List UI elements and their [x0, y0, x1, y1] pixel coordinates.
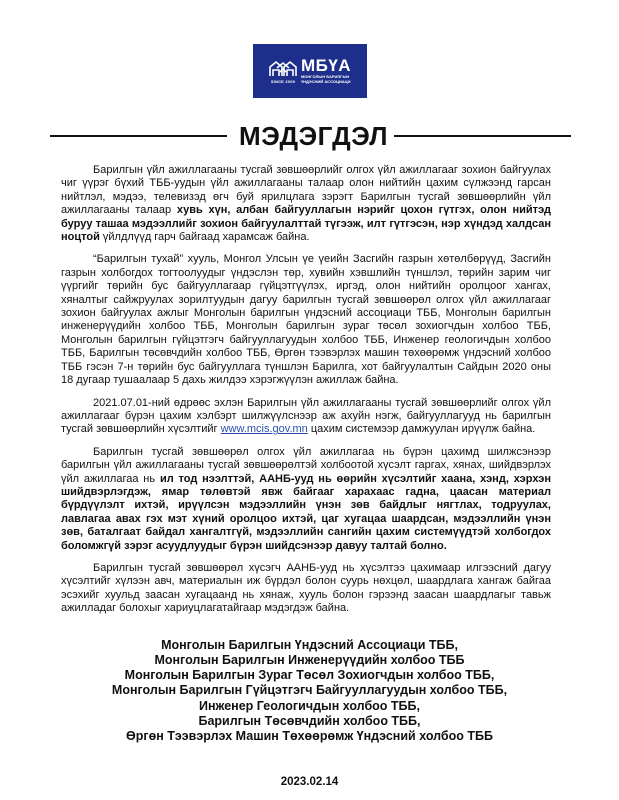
page-title: МЭДЭГДЭЛ	[239, 121, 388, 151]
houses-logo-icon	[268, 58, 298, 78]
logo-since-text: SINCE 2009	[270, 79, 296, 84]
logo-brand: МБҮА	[300, 56, 352, 75]
paragraph-bold-text: хувь хүн, албан байгууллагын нэрийг цохон гүтгэх, олон нийтэд буруу ташаа мэдээллийг зохион байгуулалттай түгээж, илт гүтгэсэн, нэр хүндэд халдсан ноцтой	[61, 204, 551, 244]
paragraph-text: Барилгын үйл ажиллагааны тусгай зөвшөөрлийг олгох үйл ажиллагааг зохион байгуулах чиг үүрэг бүхий ТББ-уудын үйл ажиллагааны талаар олон нийтийн цахим сүлжээнд гарсан нийтлэл, мэдээ, телевизэд өгч буй ярилцлага зэрэгт Барилгын тусгай зөвшөөрлийн үйл ажиллагааны талаар	[61, 164, 551, 217]
mcis-link[interactable]: www.mcis.gov.mn	[220, 423, 308, 436]
signatory: Монголын Барилгын Зураг Төсөл Зохиогчдын холбоо ТББ,	[124, 668, 495, 683]
paragraph-text: 2021.07.01-ний өдрөөс эхлэн Барилгын үйл ажиллагааны тусгай зөвшөөрлийг олгох үйл ажиллагааг бүрэн цахим хэлбэрт шилжүүлснээр аж ахуйн нэгж, байгууллагууд нь барилгын тусгай зөвшөөрлийн хүсэлтийг	[61, 396, 551, 436]
paragraph	[61, 562, 551, 616]
title-divider-right	[394, 135, 571, 137]
paragraph-text: Барилгын тусгай зөвшөөрөл олгох үйл ажиллагаа нь бүрэн цахимд шилжсэнээр барилгын үйл ажиллагааны тусгай зөвшөөрөлтэй холбоотой хүсэлт гаргах, хянах, шийдвэрлэх үйл ажиллагаа нь	[61, 445, 551, 485]
paragraph	[61, 253, 551, 387]
signatories-block	[40, 638, 580, 745]
paragraph	[61, 164, 551, 244]
signatory: Монголын Барилгын Гүйцэтгэгч Байгууллагуудын холбоо ТББ,	[111, 683, 508, 698]
signatory: Монголын Барилгын Үндэсний Ассоциаци ТББ,	[161, 637, 458, 652]
signatory: Барилгын Төсөвчдийн холбоо ТББ,	[198, 714, 421, 729]
paragraph	[61, 446, 551, 553]
paragraph-text: Барилгын тусгай зөвшөөрөл хүсэгч ААНБ-ууд нь хүсэлтээ цахимаар илгээсний дагуу хүсэлтийг хүлээн авч, материалын иж бүрдэл болон суурь нөхцөл, шаардлага хангаж байгаа эсэхийг хуульд заасан хугацаанд нь хянаж, хууль болон гэрээнд заасан шаардлагыг тавьж ажилладаг болохыг хариуцлагатайгаар мэдэгдэж байна.	[61, 561, 551, 615]
document-date: 2023.02.14	[280, 775, 339, 788]
signatory: Өргөн Тээвэрлэх Машин Төхөөрөмж Үндэсний холбоо ТББ	[126, 729, 493, 744]
paragraph-text: үйлдлүүд гарч байгаад харамсаж байна.	[99, 231, 310, 244]
signatory: Монголын Барилгын Инженерүүдийн холбоо ТББ	[154, 652, 465, 667]
paragraph-text: цахим системээр дамжуулан ирүүлж байна.	[307, 423, 536, 436]
logo-subtitle-1: МОНГОЛЫН БАРИЛГЫН	[300, 74, 350, 79]
paragraph-text: “Барилгын тухай” хууль, Монгол Улсын үе үеийн Засгийн газрын хөтөлбөрүүд, Засгийн газрын холбогдох тогтоолуудыг үндэслэн төр, хувийн хэвшлийн түншлэл, төрийн зарим чиг үүргийг төрийн бус байгууллагаар гүйцэтгүүлэх, иргэд, олон нийтийн оролцоог хангах, хяналтыг сайжруулах зорилтуудын дагуу барилгын тусгай зөвшөөрөл олгох үйл ажиллагааг зохион байгуулах ажлыг Монголын барилгын үндэсний ассоциаци ТББ, Монголын барилгын инженерүүдийн холбоо ТББ, Монголын барилгын зураг төсөл зохиогчдын холбоо ТББ, Монголын барилгын гүйцэтгэгч байгууллагуудын холбоо ТББ, Инженер геологичдын холбоо ТББ, Барилгын төсөвчдийн холбоо ТББ, Өргөн тээвэрлэх машин төхөөрөмж үндэсний холбоо ТББ гэсэн 7-н төрийн бус байгууллага түншлэн Барилга, хот байгуулалтын Сайдын 2020 оны 18 дугаар тушаалаар 5 дахь жилдээ хэрэгжүүлэн ажиллаж байна.	[61, 253, 551, 387]
paragraph	[61, 397, 551, 437]
title-row	[50, 116, 571, 156]
title-divider-left	[50, 135, 227, 137]
paragraph-bold-text: ил тод нээлттэй, ААНБ-ууд нь өөрийн хүсэлтийг хаана, хэнд, хэрхэн шийдвэрлэгдэж, ямар төлөвтэй явж байгааг харахаас гадна, цаасан материал бүрдүүлэлт ихтэй, ирүүлсэн мэдээллийн үнэн зөв байдлыг нягтлах, тодруулах, лавлагаа авах гэх мэт хүний оролцоо ихтэй, цаг хугацаа шаардсан, мэдээллийн үнэн зөв, баталгаат байдал хангалтгүй, мэдээллийн сангийн цахим системүүдтэй холбогдох боломжгүй зэрэг асуудлуудыг бүрэн шийдсэнээр давуу талтай болно.	[61, 472, 552, 552]
signatory: Инженер Геологичдын холбоо ТББ,	[199, 698, 420, 713]
logo-subtitle-2: ҮНДЭСНИЙ АССОЦИАЦИ	[300, 79, 351, 84]
document-body	[61, 164, 551, 616]
mbua-logo	[253, 44, 367, 98]
